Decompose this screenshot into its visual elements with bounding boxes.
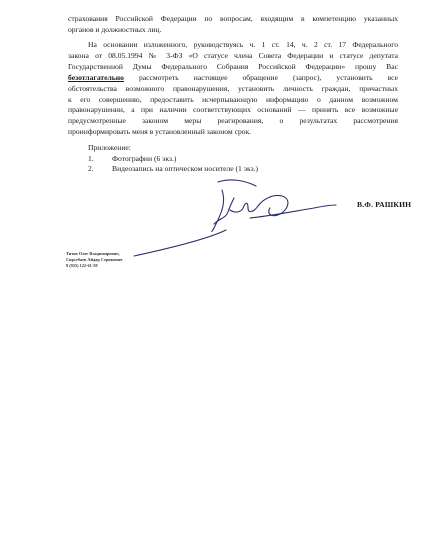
text-line (68, 73, 398, 84)
attachment-number: 2. (88, 164, 94, 173)
text-line: проинформировать меня в установленный законом срок. (68, 127, 252, 137)
handwritten-signature (130, 172, 340, 262)
text-line: обстоятельства возможного правонарушения, установить личность граждан, причастных (68, 83, 398, 93)
executor-phone: 8 (925) 122-61-58 (66, 263, 98, 268)
text-line: страхования Российской Федерации по вопросам, входящим в компетенцию указанных (68, 14, 398, 23)
paragraph-2 (68, 40, 398, 138)
attachment-number: 1. (88, 154, 94, 163)
text-line: предусмотренные законом меры реагирования, о результатах рассмотрения (68, 116, 398, 126)
text-line: Государственной Думы Федерального Собрания Российской Федерации» прошу Вас (68, 61, 398, 71)
executor-name: Титов Олег Владимирович, (66, 251, 120, 256)
text-line: закона от 08.05.1994 № 3-ФЗ «О статусе члена Совета Федерации и статусе депутата (68, 50, 398, 60)
attachments-title: Приложение: (88, 143, 131, 152)
text-line: к его совершению, предоставить исчерпывающую информацию о данном возможном (68, 94, 398, 104)
attachment-text: Фотографии (6 экз.) (112, 154, 177, 163)
text-fragment: рассмотреть настоящее обращение (запрос), установить все (123, 72, 398, 82)
executor-name: Сирсебаев Айдар Серикович (66, 257, 123, 262)
text-line: органов и должностных лиц. (68, 24, 162, 34)
text-line: На основании изложенного, руководствуясь ч. 1 ст. 14, ч. 2 ст. 17 Федерального (88, 40, 398, 49)
paragraph-1 (68, 14, 398, 36)
attachment-text: Видеозапись на оптическом носителе (1 экз.) (112, 164, 259, 173)
emphasis-text: безотлагательно (68, 72, 124, 82)
attachment-item (88, 154, 176, 163)
text-line: правонарушении, а при наличии соответствующих оснований — принять все возможные (68, 105, 398, 115)
signer-name: В.Ф. РАШКИН (357, 200, 412, 209)
